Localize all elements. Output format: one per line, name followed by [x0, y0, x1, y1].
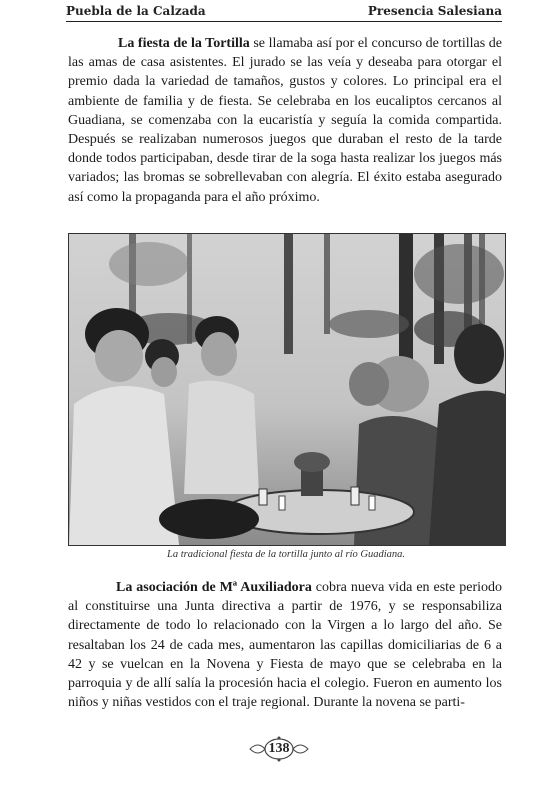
running-header — [66, 2, 502, 20]
paragraph-heading-auxiliadora: La asociación de Mª Auxiliadora — [116, 580, 312, 595]
paragraph-heading-tortilla: La fiesta de la Tortilla — [118, 36, 250, 51]
header-divider — [66, 21, 502, 22]
paragraph-body-auxiliadora: cobra nueva vida en este periodo al constituirse una Junta directiva a partir de 1976, y se responsabiliza directamente de todo lo relacionado con la Virgen a lo largo del año. Se resaltaban los 24 de cada mes, aumentaron las capillas domiciliarias de 6 a 42 y se vuelcan en la Novena y Fiesta de mayo que se celebraba en la parroquia y de allí salía la procesión hacia el colegio. Fueron en aumento los niños y niñas vestidos con el traje regional. Durante la novena se parti- — [68, 580, 502, 711]
photo-fiesta-tortilla — [68, 233, 506, 546]
page-number-badge — [248, 736, 310, 762]
paragraph-body-tortilla: se llamaba así por el concurso de tortillas de las amas de casa asistentes. El jurado se las veía y deseaba para otorgar el premio dada la variedad de tamaños, gustos y colores. Lo principal era el ambiente de familia y de fiesta. Se celebraba en los eucaliptos cercanos al Guadiana, se comenzaba con la eucaristía y seguía la comida compartida. Después se realizaban numerosos juegos que duraban el resto de la tarde donde todos participaban, desde tirar de la soga hasta realizar los juegos más variados; las bromas se sobrellevaban con alegría. El éxito estaba asegurado así como la propaganda para el año próximo. — [68, 36, 502, 205]
paragraph-asociacion-auxiliadora — [68, 578, 502, 712]
header-section-title: Presencia Salesiana — [367, 4, 502, 18]
photo-image — [69, 234, 505, 545]
page-number: 138 — [268, 741, 290, 756]
photo-caption: La tradicional fiesta de la tortilla junto al río Guadiana. — [166, 549, 405, 560]
paragraph-fiesta-tortilla — [68, 34, 502, 207]
header-book-title: Puebla de la Calzada — [66, 4, 206, 18]
